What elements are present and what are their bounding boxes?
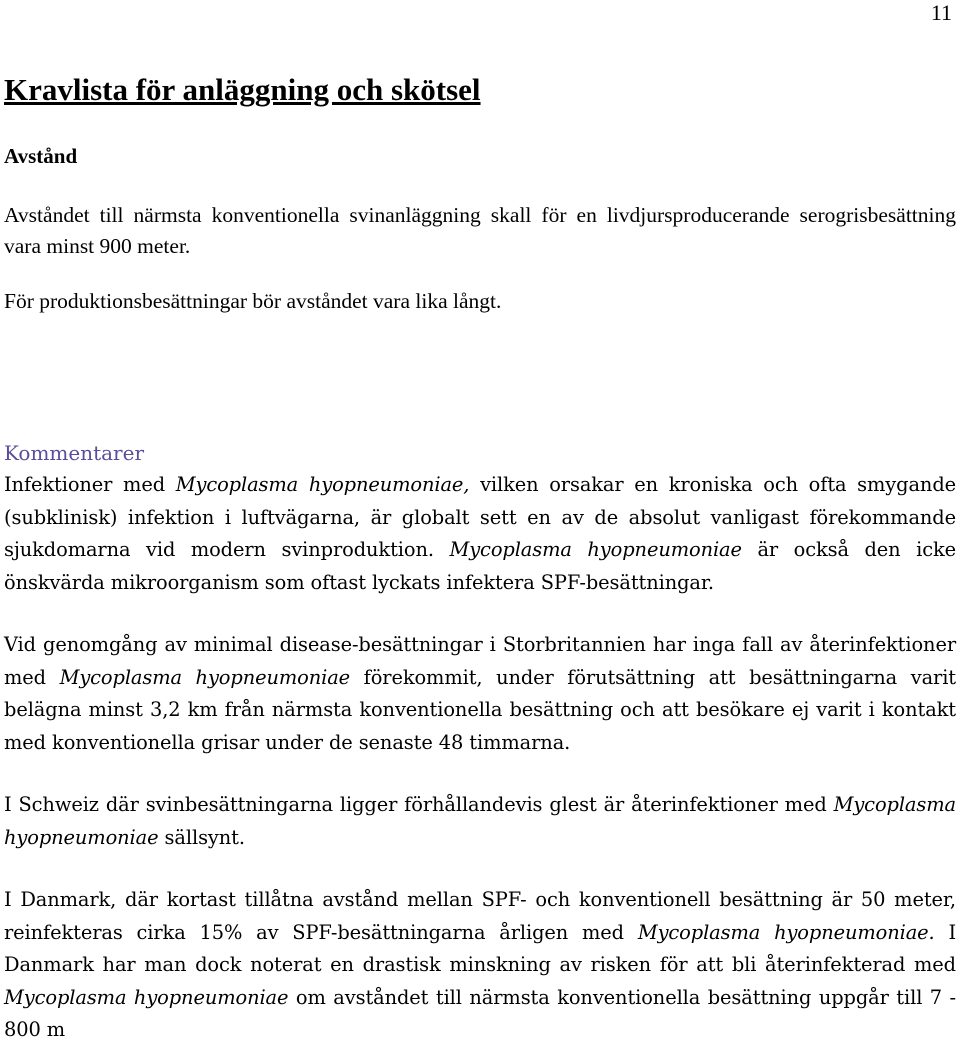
comment-paragraph-britain: [4, 629, 956, 759]
species-name: Mycoplasma hyopneumoniae: [4, 793, 956, 849]
species-name: Mycoplasma hyopneumoniae: [59, 665, 351, 689]
requirement-paragraph: Avståndet till närmsta konventionella svinanläggning skall för en livdjursproducerande serogrisbesättning vara minst 900 meter.: [4, 203, 956, 258]
section-heading-distance: Avstånd: [4, 144, 78, 168]
text-span: I Schweiz där svinbesättningarna ligger förhållandevis glest är återinfektioner med: [4, 793, 834, 816]
text-span: förekommit, under förutsättning att besättningarna varit belägna minst 3,2 km från närmsta konventionella besättning och att besökare ej varit i kontakt med konventionella grisar under de senaste 48 timmarna.: [4, 665, 956, 754]
text-span: sällsynt.: [158, 825, 245, 849]
species-name: Mycoplasma hyopneumoniae: [449, 538, 742, 561]
production-paragraph: För produktionsbesättningar bör avståndet vara lika långt.: [4, 289, 502, 313]
text-span: är också den icke önskvärda mikroorganism som oftast lyckats infektera SPF-besättningar.: [4, 538, 956, 594]
comment-paragraph-infections: [4, 469, 956, 599]
comments-heading: Kommentarer: [4, 441, 145, 465]
document-title: Kravlista för anläggning och skötsel: [4, 72, 481, 107]
text-span: Vid genomgång av minimal disease-besättningar i Storbritannien har inga fall av återinfektioner med: [4, 633, 956, 689]
comment-paragraph-switzerland: [4, 789, 956, 854]
text-span: I Danmark, där kortast tillåtna avstånd mellan SPF- och konventionell besättning är 50 meter, reinfekteras cirka 15% av SPF-besättningarna årligen med: [4, 888, 956, 944]
text-span: I Danmark har man dock noterat en drastisk minskning av risken för att bli återinfekterad med: [4, 920, 957, 976]
species-name: Mycoplasma hyopneumoniae.: [637, 920, 935, 944]
text-span: om avståndet till närmsta konventionella besättning uppgår till 7 - 800 m: [4, 985, 957, 1041]
species-name: Mycoplasma hyopneumoniae: [4, 985, 289, 1009]
page-number: 11: [930, 0, 952, 25]
text-span: vilken orsakar en kroniska och ofta smygande (subklinisk) infektion i luftvägarna, är globalt sett en av de absolut vanligast förekommande sjukdomarna vid modern svinproduktion.: [4, 473, 957, 561]
document-body: [4, 70, 956, 1047]
text-span: Infektioner med: [4, 473, 176, 496]
species-name: Mycoplasma hyopneumoniae,: [175, 473, 470, 496]
comment-paragraph-denmark: [4, 884, 956, 1047]
